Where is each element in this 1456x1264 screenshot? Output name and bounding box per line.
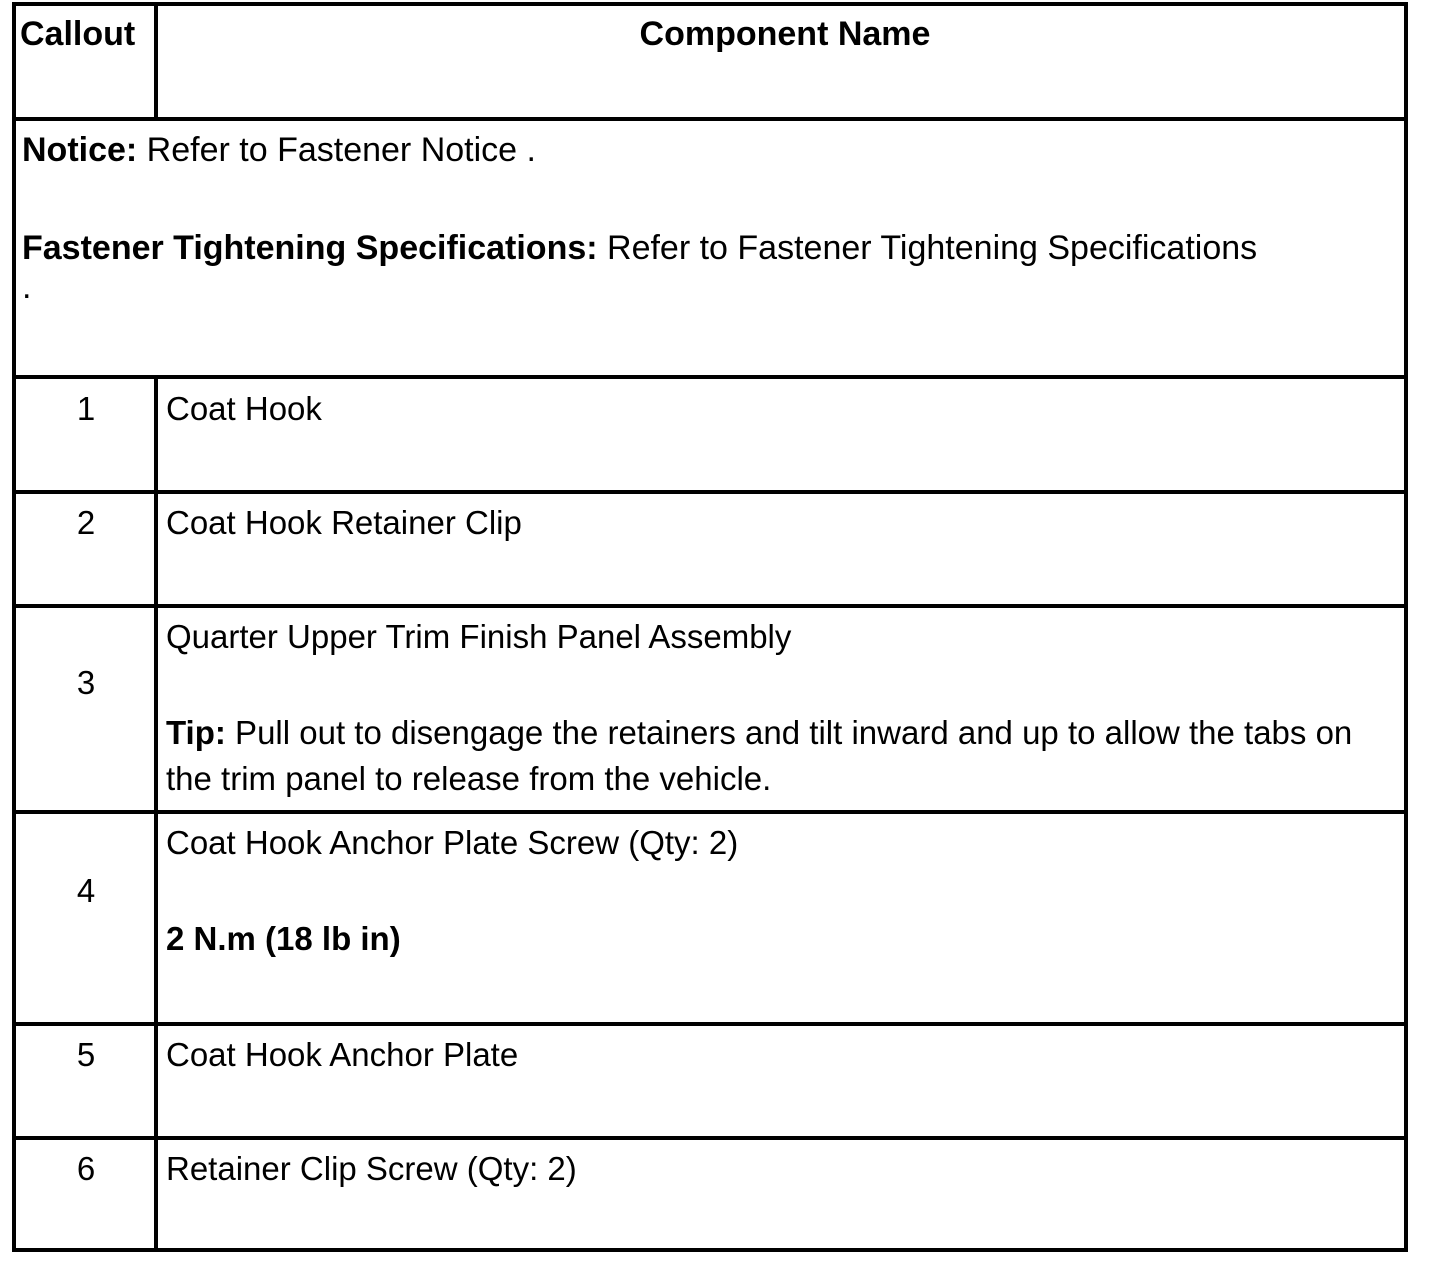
component-name-4: Coat Hook Anchor Plate Screw (Qty: 2) [166,824,739,861]
row-divider-1 [16,490,1404,494]
notice-line [22,126,1394,174]
tip-text-3: Pull out to disengage the retainers and tilt inward and up to allow the tabs on the trim panel to release from the vehicle. [166,714,1353,797]
callout-1: 1 [76,390,96,427]
component-name-5: Coat Hook Anchor Plate [166,1036,519,1073]
components-table [12,2,1408,1252]
callout-3: 3 [76,664,96,701]
row-divider-4 [16,1022,1404,1026]
torque-spec-4 [166,916,1396,962]
notice-label: Notice: [22,131,138,169]
spec-text: Refer to Fastener Tightening Specifications [597,229,1258,267]
component-name-3-block [166,614,1396,802]
spec-line [22,224,1394,272]
tip-label-3: Tip: [166,714,226,751]
header-divider [16,117,1404,121]
spec-trailing: . [22,268,32,306]
notice-block [22,126,1394,306]
spec-label: Fastener Tightening Specifications: [22,229,598,267]
component-name-2: Coat Hook Retainer Clip [166,504,522,541]
callout-2: 2 [76,504,96,541]
component-name-4-block [166,820,1396,962]
torque-value-4: 2 N.m (18 lb in) [166,920,401,957]
callout-5: 5 [76,1036,96,1073]
row-divider-3 [16,810,1404,814]
header-component-name: Component Name [639,15,931,53]
column-divider-header [154,6,158,118]
component-name-3: Quarter Upper Trim Finish Panel Assembly [166,618,792,655]
callout-4: 4 [76,872,96,909]
row-divider-2 [16,604,1404,608]
callout-6: 6 [76,1150,96,1187]
header-callout: Callout [20,15,136,53]
component-name-6: Retainer Clip Screw (Qty: 2) [166,1150,577,1187]
notice-divider [16,375,1404,379]
row-divider-5 [16,1136,1404,1140]
component-tip-3 [166,710,1396,802]
notice-text: Refer to Fastener Notice . [137,131,536,169]
component-name-1: Coat Hook [166,390,322,427]
